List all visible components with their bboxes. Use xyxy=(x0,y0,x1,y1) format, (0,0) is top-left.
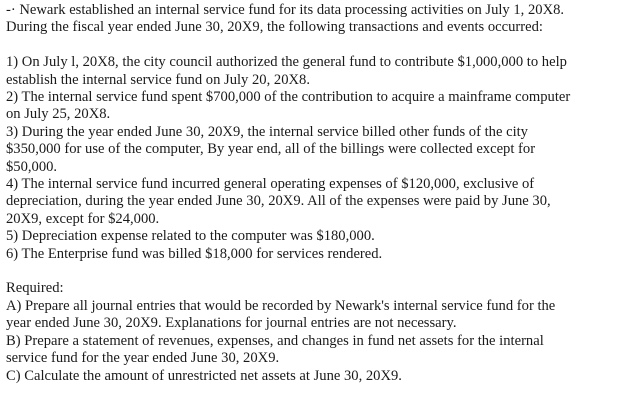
event-item-1 xyxy=(6,54,638,89)
event-line: establish the internal service fund on July 20, 20X8. xyxy=(6,71,310,88)
event-item-5 xyxy=(6,228,638,245)
event-line: 20X9, except for $24,000. xyxy=(6,210,160,227)
intro-paragraph xyxy=(6,2,638,37)
required-heading: Required: xyxy=(6,280,64,297)
event-line: 5) Depreciation expense related to the computer was $180,000. xyxy=(6,228,375,245)
required-item-b xyxy=(6,333,638,368)
event-item-3 xyxy=(6,124,638,176)
event-line: on July 25, 20X8. xyxy=(6,106,111,123)
required-line: C) Calculate the amount of unrestricted net assets at June 30, 20X9. xyxy=(6,367,402,384)
event-item-2 xyxy=(6,89,638,124)
required-line: B) Prepare a statement of revenues, expenses, and changes in fund net assets for the internal xyxy=(6,332,544,349)
events-list xyxy=(6,54,638,263)
required-item-c xyxy=(6,368,638,385)
event-line: 1) On July l, 20X8, the city council authorized the general fund to contribute $1,000,000 to help xyxy=(6,54,567,71)
event-line: 6) The Enterprise fund was billed $18,000 for services rendered. xyxy=(6,245,383,262)
event-item-6 xyxy=(6,246,638,263)
intro-line: During the fiscal year ended June 30, 20X9, the following transactions and events occurred: xyxy=(6,19,543,36)
required-line: A) Prepare all journal entries that would be recorded by Newark's internal service fund for the xyxy=(6,297,556,314)
event-line: 2) The internal service fund spent $700,000 of the contribution to acquire a mainframe computer xyxy=(6,89,571,106)
event-item-4 xyxy=(6,176,638,228)
required-item-a xyxy=(6,298,638,333)
event-line: $50,000. xyxy=(6,158,58,175)
event-line: depreciation, during the year ended June 30, 20X9. All of the expenses were paid by June 30, xyxy=(6,193,551,210)
required-line: service fund for the year ended June 30, 20X9. xyxy=(6,350,280,367)
event-line: 4) The internal service fund incurred general operating expenses of $120,000, exclusive of xyxy=(6,176,535,193)
required-line: year ended June 30, 20X9. Explanations for journal entries are not necessary. xyxy=(6,315,457,332)
spacer xyxy=(6,263,638,280)
required-section xyxy=(6,280,638,384)
problem-document xyxy=(6,2,638,385)
event-line: $350,000 for use of the computer, By year end, all of the billings were collected except for xyxy=(6,141,536,158)
intro-line: -· Newark established an internal service fund for its data processing activities on July 1, 20X8. xyxy=(6,2,565,18)
event-line: 3) During the year ended June 30, 20X9, the internal service billed other funds of the city xyxy=(6,123,528,140)
spacer xyxy=(6,37,638,54)
